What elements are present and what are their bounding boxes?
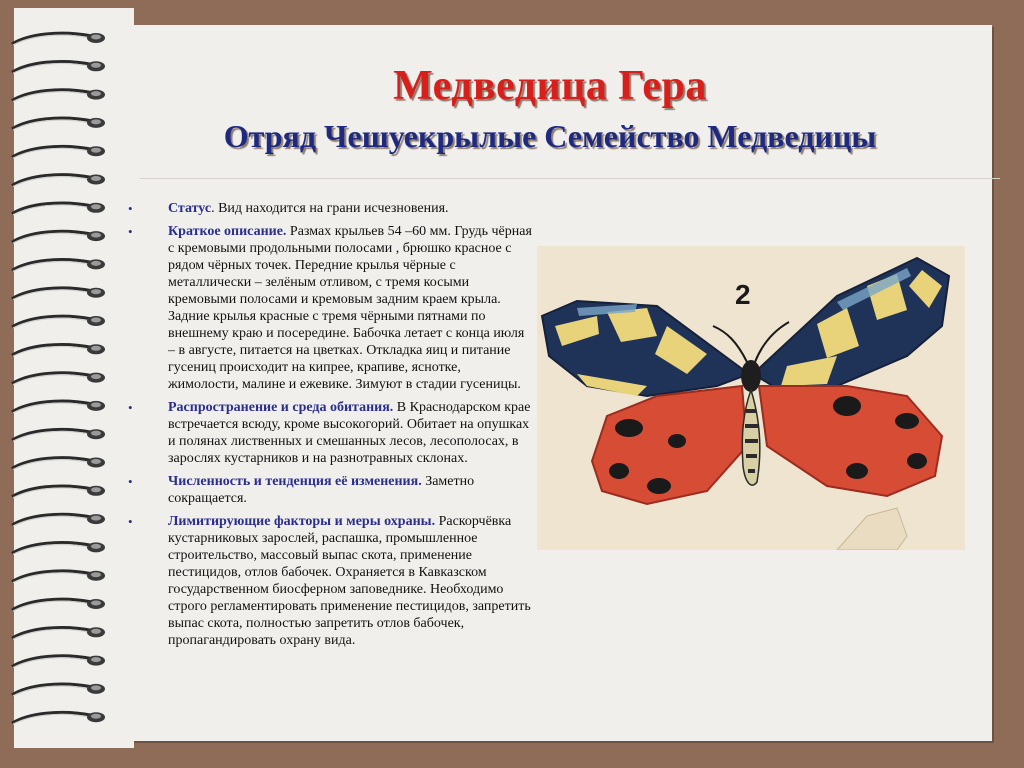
spiral-ring-icon: [12, 288, 105, 300]
figure-label: 2: [735, 279, 751, 310]
bullet-icon: •: [128, 474, 133, 489]
page-subtitle: Отряд Чешуекрылые Семейство Медведицы: [223, 118, 877, 154]
spiral-ring-icon: [12, 542, 105, 554]
spiral-ring-icon: [12, 627, 105, 639]
spiral-ring-icon: [12, 514, 105, 526]
list-item: [128, 200, 532, 217]
spiral-ring-icon: [12, 486, 105, 498]
bullet-icon: •: [128, 514, 133, 529]
item-text: . Вид находится на грани исчезновения.: [211, 201, 449, 216]
item-text: Раскорчёвка кустарниковых зарослей, распашка, промышленное строительство, массовый выпас скота, применение пестицидов, отлов бабочек. Охраняется в Кавказском государственном биосферном заповеднике. Необходимо строго регламентировать применение пестицидов, запретить выпас скота, полностью запретить отлов бабочек, пропагандировать охрану вида.: [168, 514, 531, 648]
item-heading: Распространение и среда обитания.: [168, 400, 394, 415]
spiral-ring-icon: [12, 175, 105, 187]
spiral-ring-icon: [12, 118, 105, 130]
spiral-binding: [0, 0, 120, 768]
content-list: [128, 200, 532, 655]
item-heading: Статус: [168, 201, 212, 216]
item-text: Заметно сокращается.: [168, 474, 475, 506]
spiral-ring-icon: [12, 656, 105, 668]
item-heading: Численность и тенденция её изменения.: [168, 474, 422, 489]
list-item: [128, 223, 532, 393]
spiral-ring-icon: [12, 599, 105, 611]
item-text: Размах крыльев 54 –60 мм. Грудь чёрная с кремовыми продольными полосами , брюшко красное с рядом чёрных точек. Передние крылья чёрные с металлически – зелёным отливом, с тремя косыми кремовыми полосами и кремовым задним краем крыла. Задние крылья красные с тремя чёрными пятнами по внешнему краю и посередине. Бабочка летает с конца июля – в августе, питается на цветках. Откладка яиц и питание гусениц происходит на кипрее, крапиве, яснотке, жимолости, малине и ежевике. Зимуют в стадии гусеницы.: [168, 224, 532, 392]
item-heading: Краткое описание.: [168, 224, 287, 239]
spiral-ring-icon: [12, 344, 105, 356]
spiral-ring-icon: [12, 231, 105, 243]
spiral-ring-icon: [12, 373, 105, 385]
spiral-ring-icon: [12, 259, 105, 271]
spiral-ring-icon: [12, 401, 105, 413]
spiral-ring-icon: [12, 61, 105, 73]
item-text: В Краснодарском крае встречается всюду, кроме высокогорий. Обитает на опушках и полянах лиственных и смешанных лесов, лесополосах, в зарослях кустарников и на разнотравных склонах.: [168, 400, 531, 466]
divider: [140, 178, 1000, 179]
list-item: [128, 513, 532, 649]
bullet-icon: •: [128, 224, 133, 239]
spiral-ring-icon: [12, 203, 105, 215]
spiral-ring-icon: [12, 316, 105, 328]
list-item: [128, 399, 532, 467]
bullet-icon: •: [128, 400, 133, 415]
spiral-ring-icon: [12, 458, 105, 470]
butterfly-illustration: [537, 246, 965, 550]
spiral-ring-icon: [12, 429, 105, 441]
spiral-ring-icon: [12, 571, 105, 583]
bullet-icon: •: [128, 201, 133, 216]
list-item: [128, 473, 532, 507]
spiral-ring-icon: [12, 90, 105, 102]
item-heading: Лимитирующие факторы и меры охраны.: [168, 514, 436, 529]
page-title: Медведица Гера: [393, 63, 707, 109]
spiral-ring-icon: [12, 712, 105, 724]
spiral-ring-icon: [12, 684, 105, 696]
spiral-ring-icon: [12, 33, 105, 45]
spiral-ring-icon: [12, 146, 105, 158]
